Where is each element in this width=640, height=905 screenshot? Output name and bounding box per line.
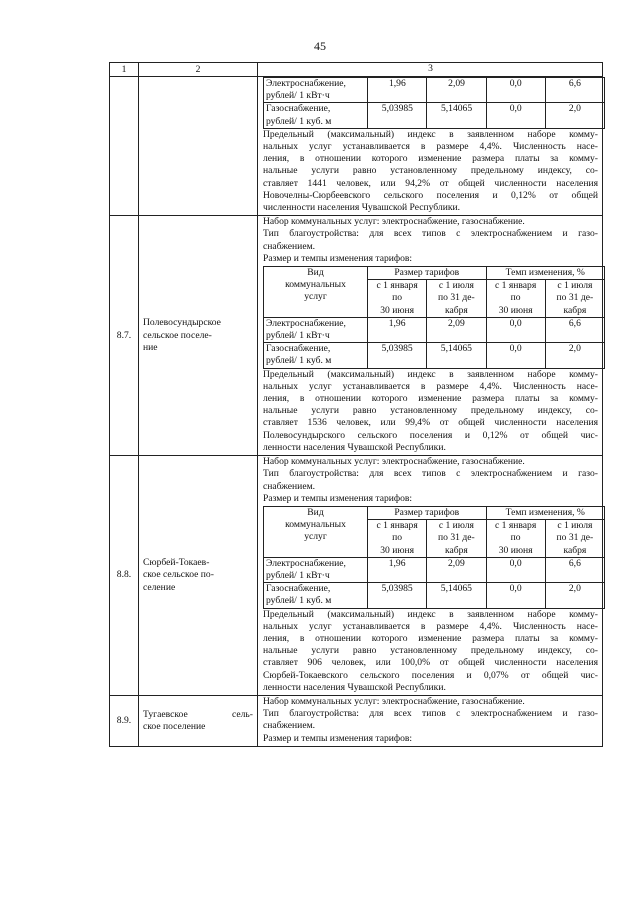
header-col-3: 3 xyxy=(258,63,603,77)
section-continued xyxy=(110,77,603,216)
service-unit: рублей/ 1 куб. м xyxy=(266,115,332,127)
rate-jan: 0,0 xyxy=(486,583,545,608)
rate-jul: 2,0 xyxy=(545,343,604,368)
header-row xyxy=(110,63,603,77)
col-change-rate: Темп изменения, % xyxy=(486,267,605,280)
section-row: 8.9. Тугаевское сель- ское поселение Набор коммунальных услуг: электроснабжение, газоснабжение. Тип благоустройства: для всех типов с электроснабжением и газо- снабжением. Размер и темпы изменения тарифов: xyxy=(110,695,603,746)
rate-jul: 6,6 xyxy=(545,557,604,582)
improvement-type: Тип благоустройства: для всех типов с электроснабжением и газо- xyxy=(263,228,598,240)
settlement-name: Полевосундырское сельское поселе- ние xyxy=(139,216,258,456)
section-row: 8.8. Сюрбей-Токаев- ское сельское по- селение Набор коммунальных услуг: электроснабжение, газоснабжение. Тип благоустройства: для всех типов с электроснабжением и газо- снабжением. Размер и темпы изменения тарифов: Вид коммунальных услуг Размер тарифов Темп изменения, % с 1 января по 30 июня с 1 июля по 31 де- кабря с 1 января по 30 июня с 1 июля по 31 де- кабря Электроснабжение, рублей/ 1 кВт·ч 1,96 2,09 0,0 6,6 Газоснабжение, рублей/ 1 куб. м 5,03985 5,14065 0,0 2,0 Предельный (максимальный) индекс в заявленном наборе комму- нальных услуг устанавливается в размере 4,4%. Численность насе- ления, в отношении которого изменение размера платы за комму- нальные услуги равно установленному предельному индексу, со- ставляет 906 человек, или 100,0% от общей численности населения Сюрбей-Токаевского сельского поселения и 0,07% от общей чис- ленности населения Чувашской Республики. xyxy=(110,456,603,696)
tariff-jan: 1,96 xyxy=(368,78,427,103)
settlement-name: Сюрбей-Токаев- ское сельское по- селение xyxy=(139,456,258,696)
tariff-jul: 2,09 xyxy=(427,78,486,103)
tariff-row-electricity xyxy=(264,78,605,103)
tariff-row-gas: Газоснабжение, рублей/ 1 куб. м 5,03985 5,14065 0,0 2,0 xyxy=(264,343,605,368)
header-col-2: 2 xyxy=(139,63,258,77)
tariff-subheader-row: с 1 января по 30 июня с 1 июля по 31 де- кабря с 1 января по 30 июня с 1 июля по 31 де- кабря xyxy=(264,280,605,318)
col-tariff-size: Размер тарифов xyxy=(368,267,487,280)
tariff-row-electricity: Электроснабжение, рублей/ 1 кВт·ч 1,96 2,09 0,0 6,6 xyxy=(264,317,605,342)
rate-jan: 0,0 xyxy=(486,343,545,368)
services-set: Набор коммунальных услуг: электроснабжение, газоснабжение. xyxy=(263,216,525,228)
rate-jan: 0,0 xyxy=(486,103,545,128)
section-row: 8.7. Полевосундырское сельское поселе- ние Набор коммунальных услуг: электроснабжение, газоснабжение. Тип благоустройства: для всех типов с электроснабжением и газо- снабжением. Размер и темпы изменения тарифов: Вид коммунальных услуг Размер тарифов Темп изменения, % с 1 января по 30 июня с 1 июля по 31 де- кабря с 1 января по 30 июня с 1 июля по 31 де- кабря Электроснабжение, рублей/ 1 кВт·ч 1,96 2,09 0,0 6,6 Газоснабжение, рублей/ 1 куб. м 5,03985 5,14065 0,0 2,0 Предельный (максимальный) индекс в заявленном наборе комму- нальных услуг устанавливается в размере 4,4%. Численность насе- ления, в отношении которого изменение размера платы за комму- нальные услуги равно установленному предельному индексу, со- ставляет 1536 человек, или 99,4% от общей численности населения Полевосундырского сельского поселения и 0,12% от общей чис- ленности населения Чувашской Республики. xyxy=(110,216,603,456)
tariff-jan: 5,03985 xyxy=(368,103,427,128)
col-change-rate: Темп изменения, % xyxy=(486,506,605,519)
tariff-header-row xyxy=(264,506,605,519)
service-name: Газоснабжение, xyxy=(266,103,331,115)
tariff-jul: 2,09 xyxy=(427,557,486,582)
settlement-name: Тугаевское сель- ское поселение xyxy=(139,695,258,746)
page-number: 45 xyxy=(314,39,326,53)
header-col-1: 1 xyxy=(110,63,139,77)
services-set: Набор коммунальных услуг: электроснабжение, газоснабжение. xyxy=(263,695,525,707)
tariff-subtable xyxy=(263,266,605,369)
rate-jan: 0,0 xyxy=(486,557,545,582)
tariff-row-gas: Газоснабжение, рублей/ 1 куб. м 5,03985 5,14065 0,0 2,0 xyxy=(264,583,605,608)
tariffs-title: Размер и темпы изменения тарифов: xyxy=(263,252,413,264)
rate-jul: 6,6 xyxy=(545,78,604,103)
section-number: 8.8. xyxy=(110,456,139,696)
tariff-jan: 1,96 xyxy=(368,557,427,582)
col-tariff-size: Размер тарифов xyxy=(368,506,487,519)
index-note: Предельный (максимальный) индекс в заявленном наборе комму- нальных услуг устанавливается в размере 4,4%. Численность насе- ления, в отношении которого изменение размера платы за комму- нальные услуги равно установленному предельному индексу, со- ставляет 1441 человек, или 94,2% от общей численности населения Новочелны-Сюрбеевского сельского поселения и 0,12% от общей численности населения Чувашской Республики. xyxy=(263,128,598,214)
improvement-type: Тип благоустройства: для всех типов с электроснабжением и газо- xyxy=(263,708,598,720)
improvement-type: Тип благоустройства: для всех типов с электроснабжением и газо- xyxy=(263,468,598,480)
rate-jul: 2,0 xyxy=(545,583,604,608)
service-unit: рублей/ 1 кВт·ч xyxy=(266,90,330,102)
rate-jul: 6,6 xyxy=(545,317,604,342)
tariff-subtable xyxy=(263,77,605,129)
section-number: 8.9. xyxy=(110,695,139,746)
section-number: 8.7. xyxy=(110,216,139,456)
tariff-header-row xyxy=(264,267,605,280)
tariff-jan: 5,03985 xyxy=(368,583,427,608)
service-name: Электроснабжение, xyxy=(266,78,346,89)
tariffs-title: Размер и темпы изменения тарифов: xyxy=(263,492,413,504)
tariff-table xyxy=(109,62,603,747)
rate-jan: 0,0 xyxy=(486,317,545,342)
rate-jul: 2,0 xyxy=(545,103,604,128)
tariffs-title: Размер и темпы изменения тарифов: xyxy=(263,732,413,744)
tariff-jul: 5,14065 xyxy=(427,583,486,608)
index-note: Предельный (максимальный) индекс в заявленном наборе комму- нальных услуг устанавливается в размере 4,4%. Численность насе- ления, в отношении которого изменение размера платы за комму- нальные услуги равно установленному предельному индексу, со- ставляет 1536 человек, или 99,4% от общей численности населения Полевосундырского сельского поселения и 0,12% от общей чис- ленности населения Чувашской Республики. xyxy=(263,368,598,453)
tariff-row-gas xyxy=(264,103,605,128)
col-kind: Вид коммунальных услуг xyxy=(264,506,368,557)
col-kind: Вид коммунальных услуг xyxy=(264,267,368,318)
tariff-jul: 5,14065 xyxy=(427,343,486,368)
tariff-subheader-row: с 1 января по 30 июня с 1 июля по 31 де- кабря с 1 января по 30 июня с 1 июля по 31 де- кабря xyxy=(264,520,605,558)
tariff-row-electricity: Электроснабжение, рублей/ 1 кВт·ч 1,96 2,09 0,0 6,6 xyxy=(264,557,605,582)
services-set: Набор коммунальных услуг: электроснабжение, газоснабжение. xyxy=(263,456,525,468)
tariff-jul: 2,09 xyxy=(427,317,486,342)
index-note: Предельный (максимальный) индекс в заявленном наборе комму- нальных услуг устанавливается в размере 4,4%. Численность насе- ления, в отношении которого изменение размера платы за комму- нальные услуги равно установленному предельному индексу, со- ставляет 906 человек, или 100,0% от общей численности населения Сюрбей-Токаевского сельского поселения и 0,07% от общей чис- ленности населения Чувашской Республики. xyxy=(263,608,598,693)
tariff-subtable xyxy=(263,506,605,609)
tariff-jan: 5,03985 xyxy=(368,343,427,368)
tariff-jan: 1,96 xyxy=(368,317,427,342)
tariff-jul: 5,14065 xyxy=(427,103,486,128)
rate-jan: 0,0 xyxy=(486,78,545,103)
